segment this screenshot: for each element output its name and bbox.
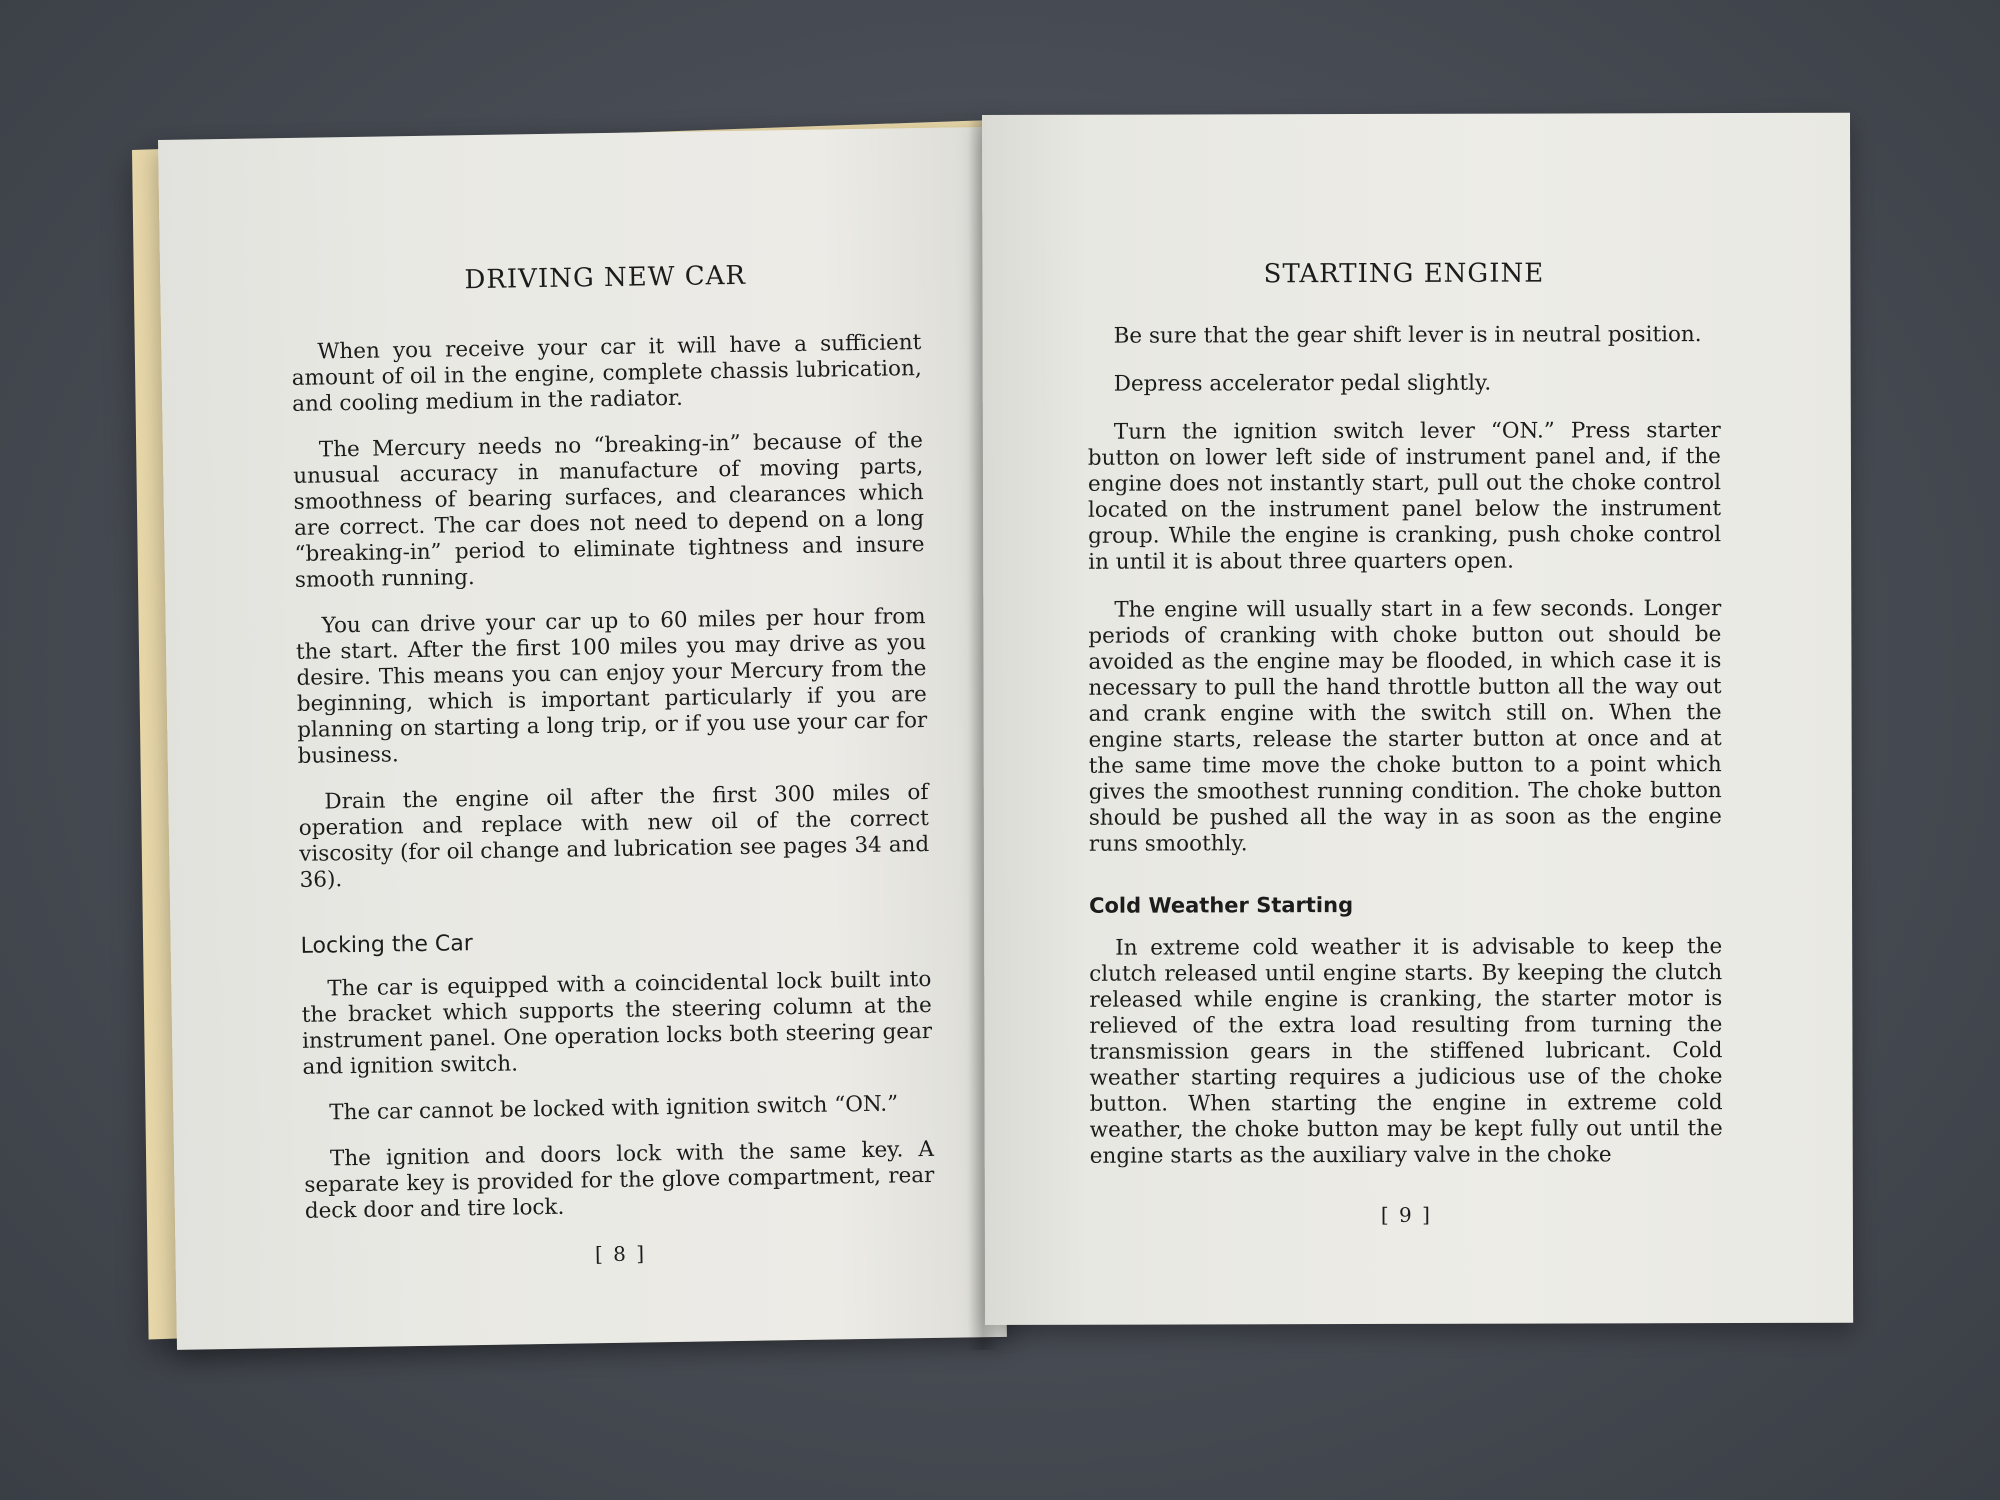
paragraph: Depress accelerator pedal slightly. (1113, 370, 1492, 397)
paragraph: The car is equipped with a coincidental lock built into the bracket which supports the steering column at the instrument panel. One operation locks both steering gear and ignition switch. (301, 966, 933, 1080)
left-page (158, 127, 1007, 1350)
paragraph: The Mercury needs no “breaking-in” because of the unusual accuracy in manufacture of moving parts, smoothness of bearing surfaces, and clearances which are correct. The car does not need to depend on a long “breaking-in” period to eliminate tightness and insure smooth running. (293, 428, 925, 593)
paragraph: In extreme cold weather it is advisable to keep the clutch released until engine starts. By keeping the clutch released while engine is cranking, the starter motor is relieved of the extra load resulting from turning the transmission gears in the stiffened lubricant. Cold weather starting requires a judicious use of the choke button. When starting the engine in extreme cold weather, the choke button may be kept fully out until the engine starts as the auxiliary valve in the choke (1089, 934, 1723, 1169)
paragraph: Be sure that the gear shift lever is in neutral position. (1113, 322, 1702, 349)
paragraph: Turn the ignition switch lever “ON.” Press starter button on lower left side of instrument panel and, if the engine does not instantly start, pull out the choke control located on the instrument panel below the instrument group. While the engine is cranking, push choke control in until it is about three quarters open. (1087, 418, 1722, 575)
paragraph: The car cannot be locked with ignition switch “ON.” (329, 1091, 899, 1126)
page-number: [ 8 ] (594, 1241, 647, 1267)
paragraph: You can drive your car up to 60 miles per hour from the start. After the first 100 miles you may drive as you desire. This means you can enjoy your Mercury from the beginning, which is important particularly if you are planning on starting a long trip, or if you use your car for business. (295, 604, 928, 769)
section-heading: Locking the Car (300, 931, 474, 959)
paragraph: The ignition and doors lock with the same key. A separate key is provided for the glove compartment, rear deck door and tire lock. (304, 1136, 935, 1224)
paragraph: When you receive your car it will have a sufficient amount of oil in the engine, complete chassis lubrication, and cooling medium in the radiator. (291, 330, 922, 417)
page-title: STARTING ENGINE (1263, 258, 1545, 290)
page-title: DRIVING NEW CAR (464, 260, 747, 296)
paragraph: The engine will usually start in a few seconds. Longer periods of cranking with choke button out should be avoided as the engine may be flooded, in which case it is necessary to pull the hand throttle button all the way out and crank engine with the switch still on. When the engine starts, release the starter button at once and at the same time move the choke button to a point which gives the smoothest running condition. The choke button should be pushed all the way in as soon as the engine runs smoothly. (1088, 596, 1722, 857)
right-page (982, 113, 1853, 1325)
paragraph: Drain the engine oil after the first 300 miles of operation and replace with new oil of the correct viscosity (for oil change and lubrication see pages 34 and 36). (298, 779, 930, 893)
page-number: [ 9 ] (1380, 1202, 1432, 1227)
section-heading: Cold Weather Starting (1089, 893, 1354, 918)
